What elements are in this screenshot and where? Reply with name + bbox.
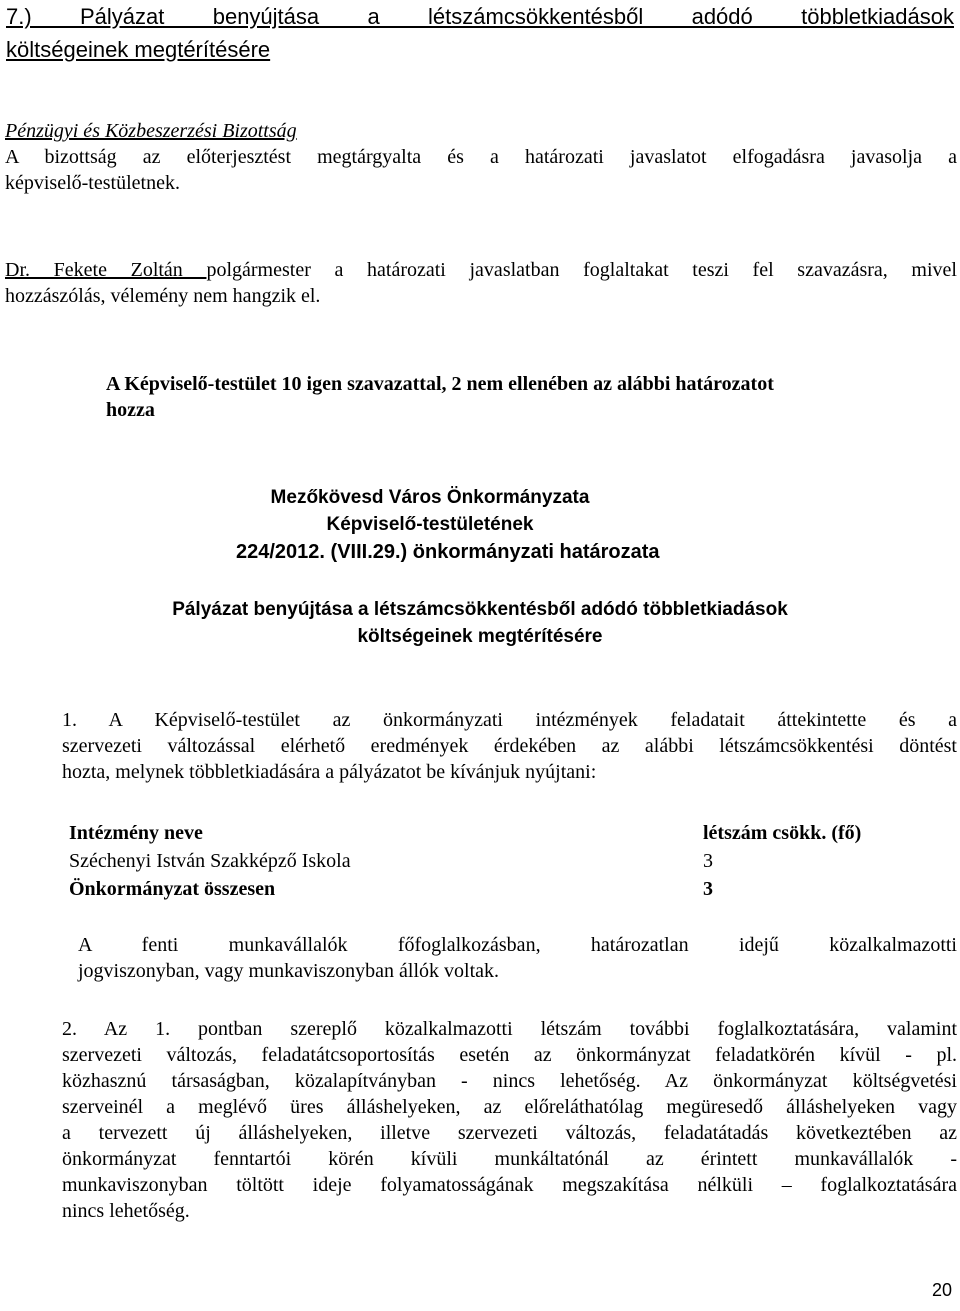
point-1 [62,707,957,733]
vote-block [106,371,926,423]
note-line-1: A fenti munkavállalók főfoglalkozásban, határozatlan idejű közalkalmazotti [78,934,957,956]
table-total-count: 3 [703,878,713,900]
section-title [6,0,954,66]
table-header-name: Intézmény neve [69,822,203,844]
point-1-line-1: 1. A Képviselő-testület az önkormányzati intézmények feladatait áttekintette és a [62,709,957,731]
mayor-line-2: hozzászólás, vélemény nem hangzik el. [5,285,321,307]
table-header-count: létszám csökk. (fő) [703,822,862,844]
committee-block [5,118,957,196]
mayor-line-1: Dr. Fekete Zoltán polgármester a határozati javaslatban foglaltakat teszi fel szavazásra, mivel [5,259,957,281]
mayor-block [5,257,957,309]
resolution-heading [0,484,860,538]
point-2-line-7: munkaviszonyban töltött ideje folyamatosságának megszakítása nélküli – foglalkoztatására [62,1174,957,1196]
resolution-number: 224/2012. (VIII.29.) önkormányzati határozata [236,541,660,563]
resolution-org: Mezőkövesd Város Önkormányzata [270,487,590,508]
point-2-line-8: nincs lehetőség. [62,1200,190,1222]
note-line-2: jogviszonyban, vagy munkaviszonyban állók voltak. [78,960,500,982]
section-title-line-1: 7.) Pályázat benyújtása a létszámcsökkentésből adódó többletkiadások [6,4,954,29]
point-2 [62,1016,957,1224]
point-2-line-4: szerveinél a meglévő üres álláshelyeken, az előreláthatólag megüresedő álláshelyeken vagy [62,1096,957,1118]
point-1-cont [62,733,957,785]
note-block [78,932,957,984]
staff-table [69,820,929,904]
committee-name: Pénzügyi és Közbeszerzési Bizottság [5,120,297,142]
vote-line-2: hozza [106,399,155,421]
table-row-name: Széchenyi István Szakképző Iskola [69,850,351,872]
resolution-subject [0,596,960,650]
point-2-line-5: a tervezett új álláshelyeken, illetve szervezeti változás, feladatátadás következtében az [62,1122,957,1144]
vote-line-1: A Képviselő-testület 10 igen szavazattal, 2 nem ellenében az alábbi határozatot [106,373,774,395]
table-total-name: Önkormányzat összesen [69,878,276,900]
mayor-name: Dr. Fekete Zoltán [5,259,207,281]
resolution-body: Képviselő-testületének [326,514,534,535]
point-2-line-1: 2. Az 1. pontban szereplő közalkalmazotti létszám további foglalkoztatására, valamint [62,1018,957,1040]
point-1-line-3: hozta, melynek többletkiadására a pályázatot be kívánjuk nyújtani: [62,761,597,783]
point-2-line-6: önkormányzat fenntartói körén kívüli munkáltatónál az érintett munkavállalók - [62,1148,957,1170]
resolution-subject-line-1: Pályázat benyújtása a létszámcsökkentésből adódó többletkiadások [172,599,788,620]
committee-text-line-1: A bizottság az előterjesztést megtárgyalta és a határozati javaslatot elfogadásra javasolja a [5,146,957,168]
committee-text-line-2: képviselő-testületnek. [5,172,180,194]
resolution-subject-line-2: költségeinek megtérítésére [357,626,603,647]
point-2-line-3: közhasznú társaságban, közalapítványban - nincs lehetőség. Az önkormányzat költségvetési [62,1070,957,1092]
section-title-line-2: költségeinek megtérítésére [6,37,271,62]
table-total-row [69,876,929,904]
table-header-row [69,820,929,848]
point-2-line-2: szervezeti változás, feladatátcsoportosítás esetén az önkormányzat feladatkörén kívül - pl. [62,1044,957,1066]
table-row [69,848,929,876]
page-number: 20 [931,1280,952,1300]
point-1-line-2: szervezeti változással elérhető eredmények érdekében az alábbi létszámcsökkentési döntést [62,735,957,757]
table-row-count: 3 [703,850,713,872]
